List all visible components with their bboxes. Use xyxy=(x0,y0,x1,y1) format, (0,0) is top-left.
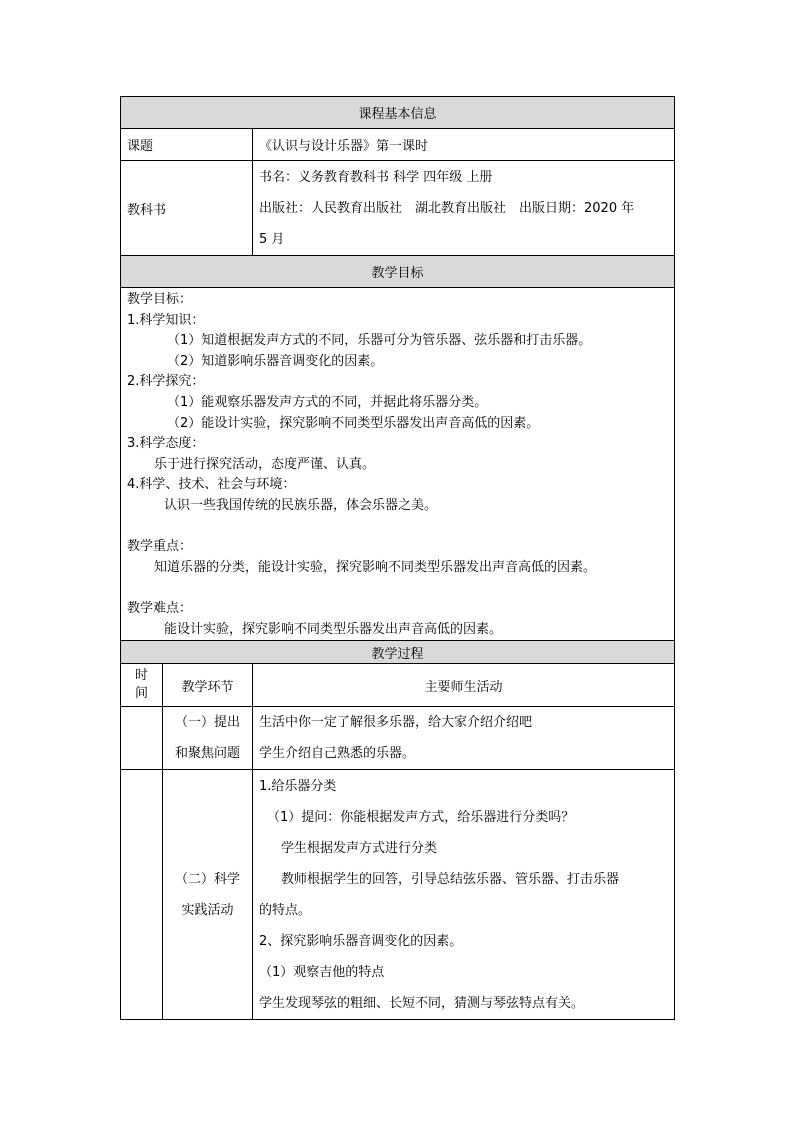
activity-line: （1）观察吉他的特点 xyxy=(259,965,385,981)
goals-line: 1.科学知识： xyxy=(127,312,205,328)
step-1-activity xyxy=(253,707,675,770)
textbook-line: 出版社：人民教育出版社 湖北教育出版社 出版日期：2020 年 xyxy=(259,200,635,216)
key-points-text: 知道乐器的分类，能设计实验，探究影响不同类型乐器发出声音高低的因素。 xyxy=(154,559,597,575)
step-2-activity xyxy=(253,770,675,1020)
goals-line: （1）能观察乐器发声方式的不同，并据此将乐器分类。 xyxy=(167,394,488,410)
goals-line: 3.科学态度： xyxy=(127,436,205,452)
time-column-header: 时 间 xyxy=(121,664,163,707)
activity-line: 学生介绍自己熟悉的乐器。 xyxy=(259,746,416,762)
activity-line: 教师根据学生的回答，引导总结弦乐器、管乐器、打击乐器 xyxy=(281,872,620,888)
goals-header: 教学目标 xyxy=(121,256,675,288)
activity-line: 2、探究影响乐器音调变化的因素。 xyxy=(259,934,463,950)
step-2-name: （二）科学 实践活动 xyxy=(163,770,253,1020)
activity-line: （1）提问：你能根据发声方式，给乐器进行分类吗？ xyxy=(267,810,575,826)
step-column-header: 教学环节 xyxy=(163,664,253,707)
goals-line: 4.科学、技术、社会与环境： xyxy=(127,477,296,493)
lesson-plan-table xyxy=(120,96,675,1020)
goals-line: 认识一些我国传统的民族乐器，体会乐器之美。 xyxy=(164,497,438,513)
goals-line: （2）能设计实验，探究影响不同类型乐器发出声音高低的因素。 xyxy=(167,415,540,431)
activity-column-header: 主要师生活动 xyxy=(253,664,675,707)
goals-line: （2）知道影响乐器音调变化的因素。 xyxy=(167,353,384,369)
goals-line: 教学目标： xyxy=(127,292,193,307)
activity-line: 生活中你一定了解很多乐器，给大家介绍介绍吧 xyxy=(259,715,533,731)
goals-content xyxy=(121,288,675,641)
activity-line: 的特点。 xyxy=(259,903,312,919)
goals-line: （1）知道根据发声方式的不同，乐器可分为管乐器、弦乐器和打击乐器。 xyxy=(167,333,592,349)
step-1-time xyxy=(121,707,163,770)
textbook-line: 书名：义务教育教科书 科学 四年级 上册 xyxy=(259,169,493,185)
textbook-label: 教科书 xyxy=(121,161,253,256)
basic-info-header: 课程基本信息 xyxy=(121,97,675,129)
textbook-info xyxy=(253,161,675,256)
difficulties-text: 能设计实验，探究影响不同类型乐器发出声音高低的因素。 xyxy=(164,621,503,637)
activity-line: 学生发现琴弦的粗细、长短不同，猜测与琴弦特点有关。 xyxy=(259,996,585,1012)
topic-label: 课题 xyxy=(121,129,253,161)
process-header: 教学过程 xyxy=(121,641,675,664)
step-1-name: （一）提出 和聚焦问题 xyxy=(163,707,253,770)
goals-line: 乐于进行探究活动，态度严谨、认真。 xyxy=(154,456,376,472)
step-2-time xyxy=(121,770,163,1020)
key-points-label: 教学重点： xyxy=(127,539,193,555)
goals-line: 2.科学探究： xyxy=(127,374,205,390)
activity-line: 1.给乐器分类 xyxy=(259,779,337,795)
activity-line: 学生根据发声方式进行分类 xyxy=(281,841,438,857)
topic-value: 《认识与设计乐器》第一课时 xyxy=(253,129,675,161)
textbook-line: 5 月 xyxy=(259,231,285,247)
difficulties-label: 教学难点： xyxy=(127,600,193,616)
